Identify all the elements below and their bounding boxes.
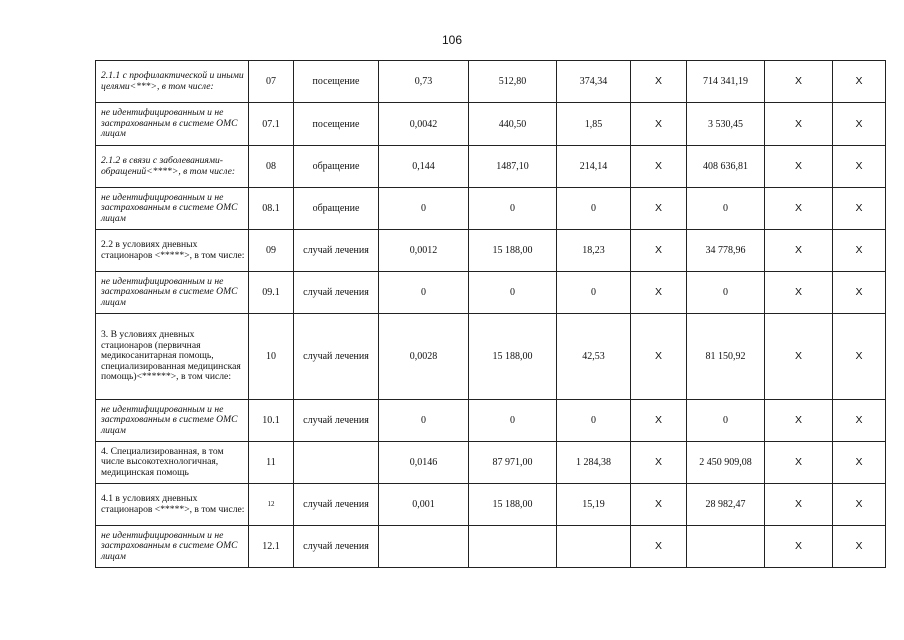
row-description: 2.1.1 с профилактической и иными целями<***>, в том числе:: [96, 61, 249, 103]
row-value-col9: X: [765, 484, 833, 526]
row-value-col5: 87 971,00: [469, 442, 557, 484]
row-value-col10: X: [833, 188, 886, 230]
row-value-col9: X: [765, 400, 833, 442]
row-value-col7: X: [631, 400, 687, 442]
row-value-col7: X: [631, 484, 687, 526]
row-code: 08.1: [249, 188, 294, 230]
row-value-col10: X: [833, 272, 886, 314]
row-value-col4: 0,0042: [379, 103, 469, 146]
row-value-col6: 0: [557, 188, 631, 230]
row-code: 10.1: [249, 400, 294, 442]
row-value-col8: 34 778,96: [687, 230, 765, 272]
row-value-col7: X: [631, 188, 687, 230]
table-row: [96, 442, 886, 484]
table-row: [96, 484, 886, 526]
table-row: [96, 188, 886, 230]
table-row: [96, 61, 886, 103]
row-value-col10: X: [833, 146, 886, 188]
row-unit: случай лечения: [294, 526, 379, 568]
row-value-col7: X: [631, 314, 687, 400]
row-code: 08: [249, 146, 294, 188]
row-value-col6: 374,34: [557, 61, 631, 103]
row-value-col9: X: [765, 272, 833, 314]
row-value-col6: 0: [557, 400, 631, 442]
row-value-col7: X: [631, 442, 687, 484]
row-value-col8: 81 150,92: [687, 314, 765, 400]
row-value-col9: X: [765, 146, 833, 188]
row-value-col5: 15 188,00: [469, 314, 557, 400]
row-value-col6: 42,53: [557, 314, 631, 400]
row-description: не идентифицированным и не застрахованным в системе ОМС лицам: [96, 526, 249, 568]
row-value-col9: X: [765, 188, 833, 230]
row-description: 4.1 в условиях дневных стационаров <*****>, в том числе:: [96, 484, 249, 526]
row-value-col6: 18,23: [557, 230, 631, 272]
row-value-col5: 15 188,00: [469, 230, 557, 272]
row-unit: обращение: [294, 188, 379, 230]
row-description: не идентифицированным и не застрахованным в системе ОМС лицам: [96, 272, 249, 314]
row-value-col10: X: [833, 103, 886, 146]
page-number: 106: [441, 33, 463, 47]
row-value-col9: X: [765, 61, 833, 103]
row-value-col5: 1487,10: [469, 146, 557, 188]
row-value-col6: [557, 526, 631, 568]
row-value-col4: 0: [379, 400, 469, 442]
row-value-col4: 0,001: [379, 484, 469, 526]
row-value-col6: 15,19: [557, 484, 631, 526]
table-row: [96, 314, 886, 400]
row-value-col7: X: [631, 230, 687, 272]
row-value-col6: 214,14: [557, 146, 631, 188]
row-value-col8: 714 341,19: [687, 61, 765, 103]
row-code: 09.1: [249, 272, 294, 314]
row-value-col6: 0: [557, 272, 631, 314]
table-row: [96, 146, 886, 188]
row-unit: [294, 442, 379, 484]
row-value-col4: 0: [379, 272, 469, 314]
row-unit: случай лечения: [294, 272, 379, 314]
row-value-col8: 0: [687, 400, 765, 442]
table-row: [96, 230, 886, 272]
row-unit: случай лечения: [294, 314, 379, 400]
row-value-col9: X: [765, 442, 833, 484]
row-value-col6: 1 284,38: [557, 442, 631, 484]
row-code: 07.1: [249, 103, 294, 146]
row-value-col4: 0: [379, 188, 469, 230]
row-description: 2.1.2 в связи с заболеваниями-обращений<****>, в том числе:: [96, 146, 249, 188]
row-unit: посещение: [294, 103, 379, 146]
row-value-col4: 0,0012: [379, 230, 469, 272]
table-row: [96, 272, 886, 314]
financing-table: [95, 60, 886, 568]
row-code: 11: [249, 442, 294, 484]
row-value-col4: [379, 526, 469, 568]
row-value-col6: 1,85: [557, 103, 631, 146]
row-value-col8: 28 982,47: [687, 484, 765, 526]
row-value-col10: X: [833, 526, 886, 568]
table-row: [96, 400, 886, 442]
table-row: [96, 526, 886, 568]
row-code: 09: [249, 230, 294, 272]
row-value-col10: X: [833, 61, 886, 103]
table-row: [96, 103, 886, 146]
row-unit: посещение: [294, 61, 379, 103]
row-description: 2.2 в условиях дневных стационаров <*****>, в том числе:: [96, 230, 249, 272]
row-value-col10: X: [833, 314, 886, 400]
row-code: 10: [249, 314, 294, 400]
row-value-col8: 3 530,45: [687, 103, 765, 146]
row-unit: случай лечения: [294, 400, 379, 442]
row-unit: случай лечения: [294, 230, 379, 272]
row-description: не идентифицированным и не застрахованным в системе ОМС лицам: [96, 188, 249, 230]
row-value-col10: X: [833, 442, 886, 484]
row-value-col7: X: [631, 103, 687, 146]
row-value-col10: X: [833, 230, 886, 272]
row-code: 07: [249, 61, 294, 103]
row-value-col5: 0: [469, 400, 557, 442]
row-value-col8: 2 450 909,08: [687, 442, 765, 484]
row-value-col5: 0: [469, 272, 557, 314]
row-value-col5: 440,50: [469, 103, 557, 146]
row-value-col9: X: [765, 526, 833, 568]
row-value-col8: 0: [687, 272, 765, 314]
row-value-col5: [469, 526, 557, 568]
row-unit: случай лечения: [294, 484, 379, 526]
row-value-col10: X: [833, 484, 886, 526]
row-value-col7: X: [631, 61, 687, 103]
row-value-col5: 0: [469, 188, 557, 230]
row-value-col8: [687, 526, 765, 568]
row-value-col9: X: [765, 103, 833, 146]
row-code: 12: [249, 484, 294, 526]
row-value-col7: X: [631, 146, 687, 188]
table-body: [96, 61, 886, 568]
row-description: не идентифицированным и не застрахованным в системе ОМС лицам: [96, 400, 249, 442]
row-value-col4: 0,0028: [379, 314, 469, 400]
row-description: 4. Специализированная, в том числе высокотехнологичная, медицинская помощь: [96, 442, 249, 484]
row-value-col7: X: [631, 272, 687, 314]
row-value-col9: X: [765, 314, 833, 400]
row-value-col9: X: [765, 230, 833, 272]
row-description: не идентифицированным и не застрахованным в системе ОМС лицам: [96, 103, 249, 146]
row-code: 12.1: [249, 526, 294, 568]
row-value-col5: 512,80: [469, 61, 557, 103]
row-value-col8: 408 636,81: [687, 146, 765, 188]
row-value-col10: X: [833, 400, 886, 442]
row-unit: обращение: [294, 146, 379, 188]
row-description: 3. В условиях дневных стационаров (первичная медикосанитарная помощь, специализированная медицинская помощь)<******>, в том числе:: [96, 314, 249, 400]
row-value-col8: 0: [687, 188, 765, 230]
row-value-col4: 0,73: [379, 61, 469, 103]
row-value-col5: 15 188,00: [469, 484, 557, 526]
row-value-col7: X: [631, 526, 687, 568]
row-value-col4: 0,0146: [379, 442, 469, 484]
row-value-col4: 0,144: [379, 146, 469, 188]
